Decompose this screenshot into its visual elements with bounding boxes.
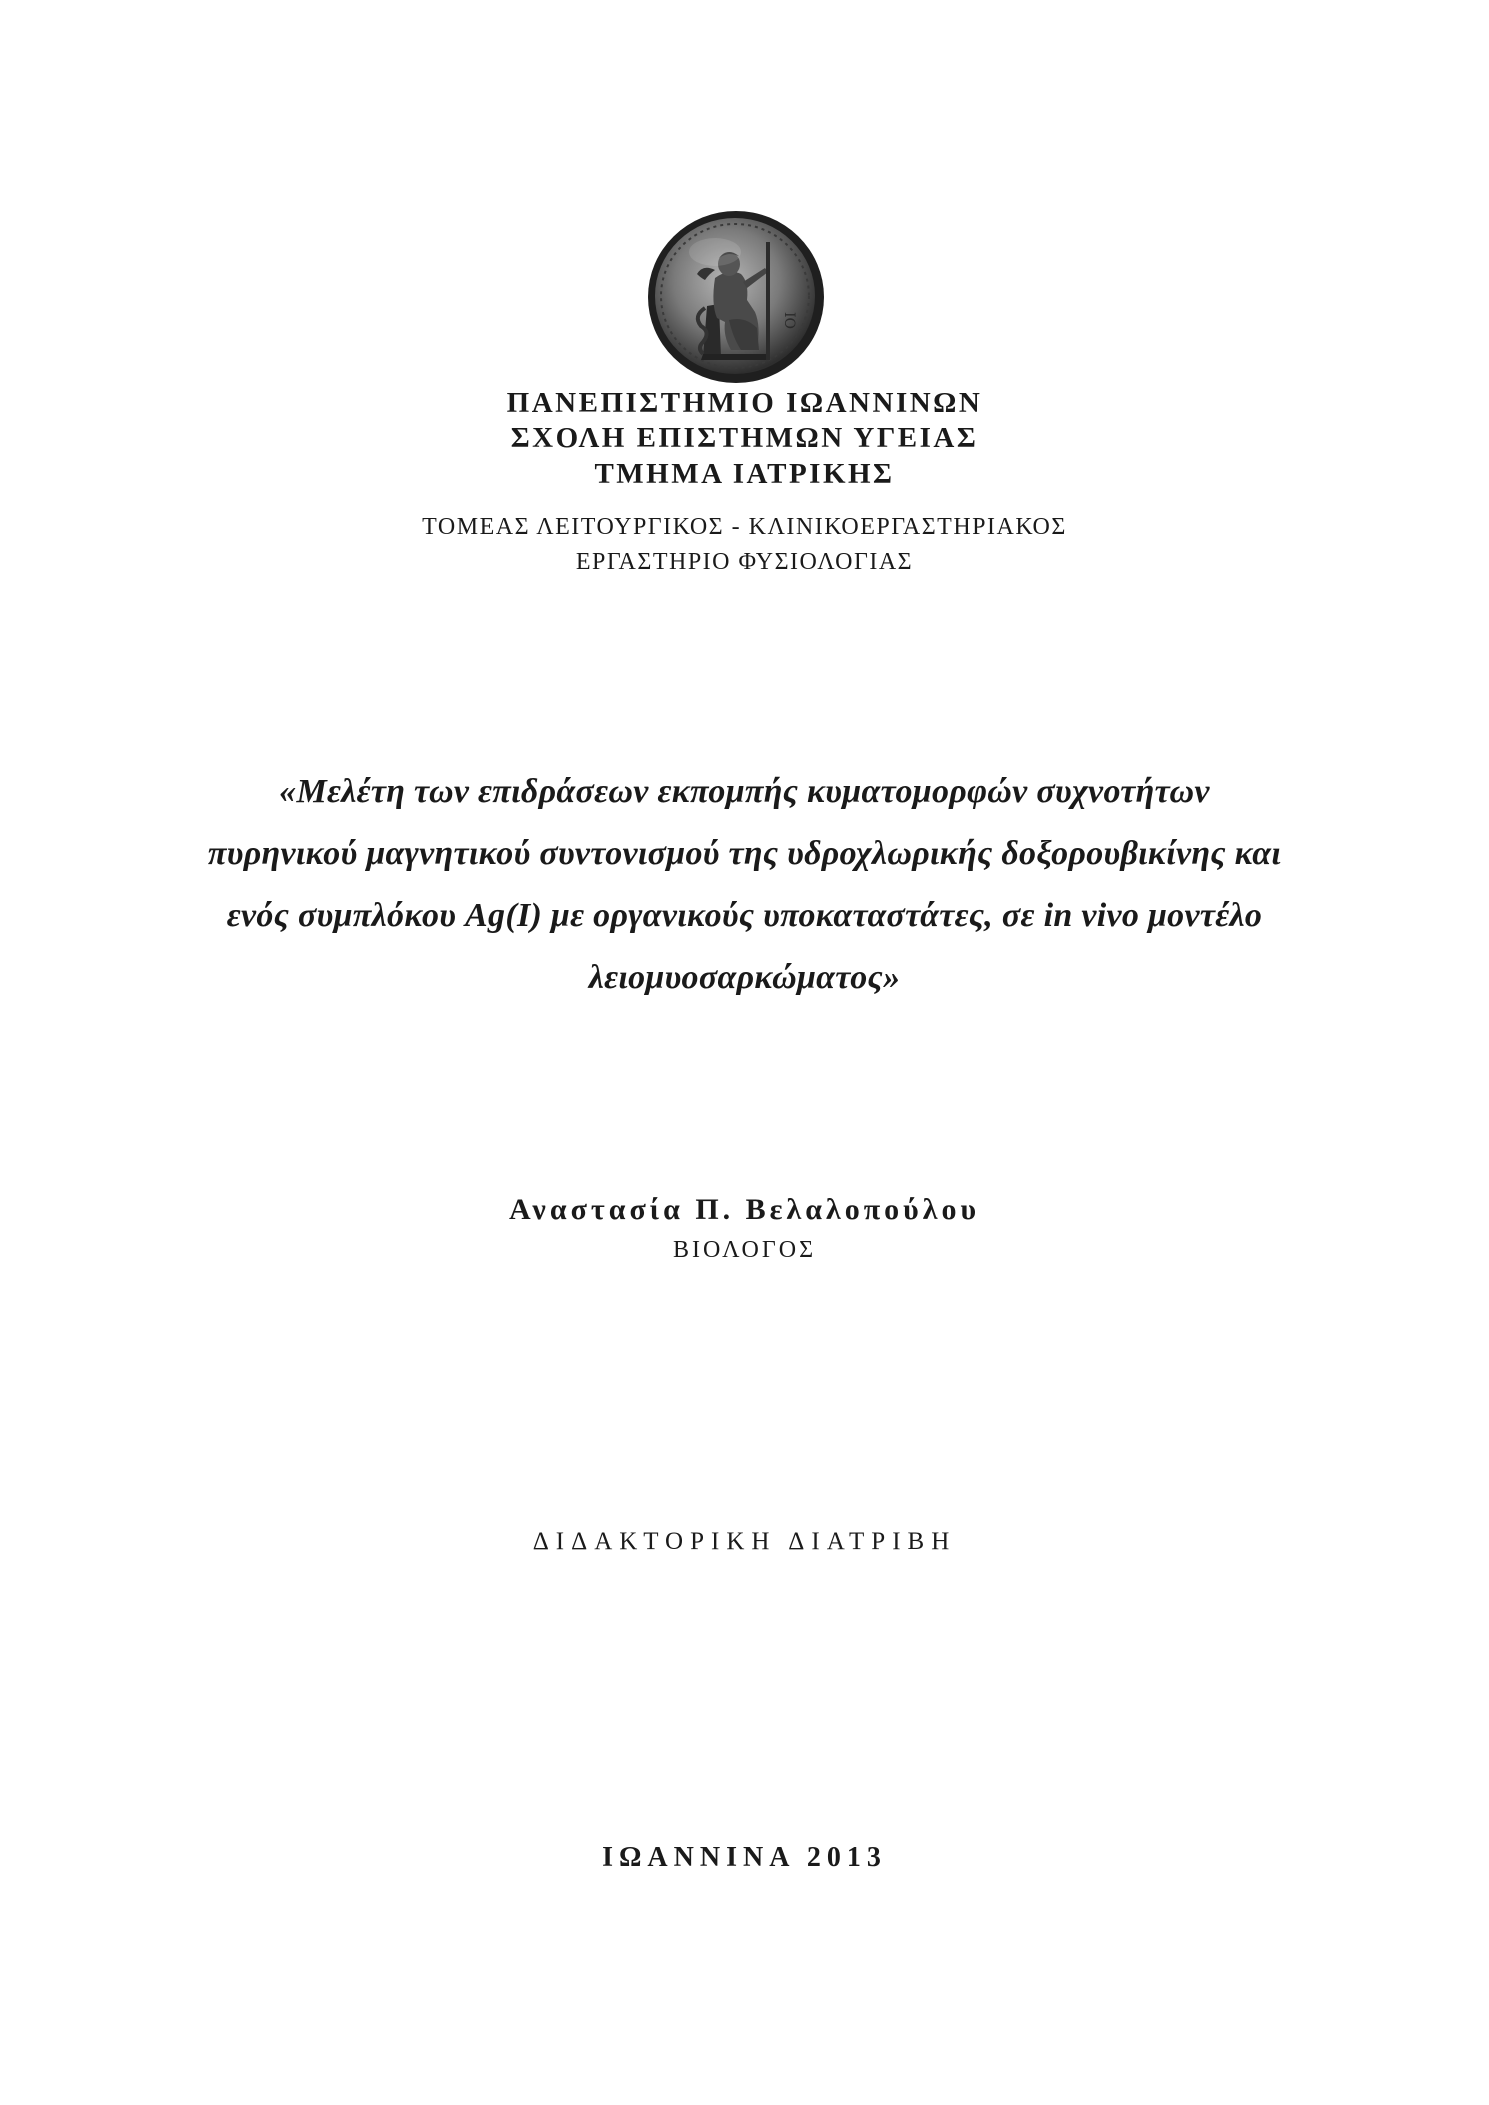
thesis-title-line-2: πυρηνικού μαγνητικού συντονισμού της υδροχλωρικής δοξορουβικίνης και: [207, 835, 1282, 872]
laboratory-name: ΕΡΓΑΣΤΗΡΙΟ ΦΥΣΙΟΛΟΓΙΑΣ: [575, 549, 914, 575]
sector-name: ΤΟΜΕΑΣ ΛΕΙΤΟΥΡΓΙΚΟΣ - ΚΛΙΝΙΚΟΕΡΓΑΣΤΗΡΙΑΚΟΣ: [422, 514, 1067, 540]
department-name: ΤΜΗΜΑ ΙΑΤΡΙΚΗΣ: [594, 458, 895, 490]
thesis-title-line-1: «Μελέτη των επιδράσεων εκπομπής κυματομορφών συχνοτήτων: [279, 773, 1210, 810]
author-role: ΒΙΟΛΟΓΟΣ: [672, 1237, 817, 1263]
author-name: Αναστασία Π. Βελαλοπούλου: [508, 1193, 981, 1226]
coin-emblem-icon: [645, 208, 827, 386]
document-type: ΔΙΔΑΚΤΟΡΙΚΗ ΔΙΑΤΡΙΒΗ: [532, 1528, 957, 1555]
thesis-title-line-4: λειομυοσαρκώματος»: [588, 959, 901, 996]
university-name: ΠΑΝΕΠΙΣΤΗΜΙΟ ΙΩΑΝΝΙΝΩΝ: [506, 387, 983, 419]
thesis-title-line-3: ενός συμπλόκου Ag(I) με οργανικούς υποκαταστάτες, σε in vivo μοντέλο: [226, 897, 1263, 934]
school-name: ΣΧΟΛΗ ΕΠΙΣΤΗΜΩΝ ΥΓΕΙΑΣ: [510, 422, 979, 454]
place-year: ΙΩΑΝΝΙΝΑ 2013: [602, 1842, 887, 1873]
coin-inscription: ΙΟ: [781, 312, 797, 330]
